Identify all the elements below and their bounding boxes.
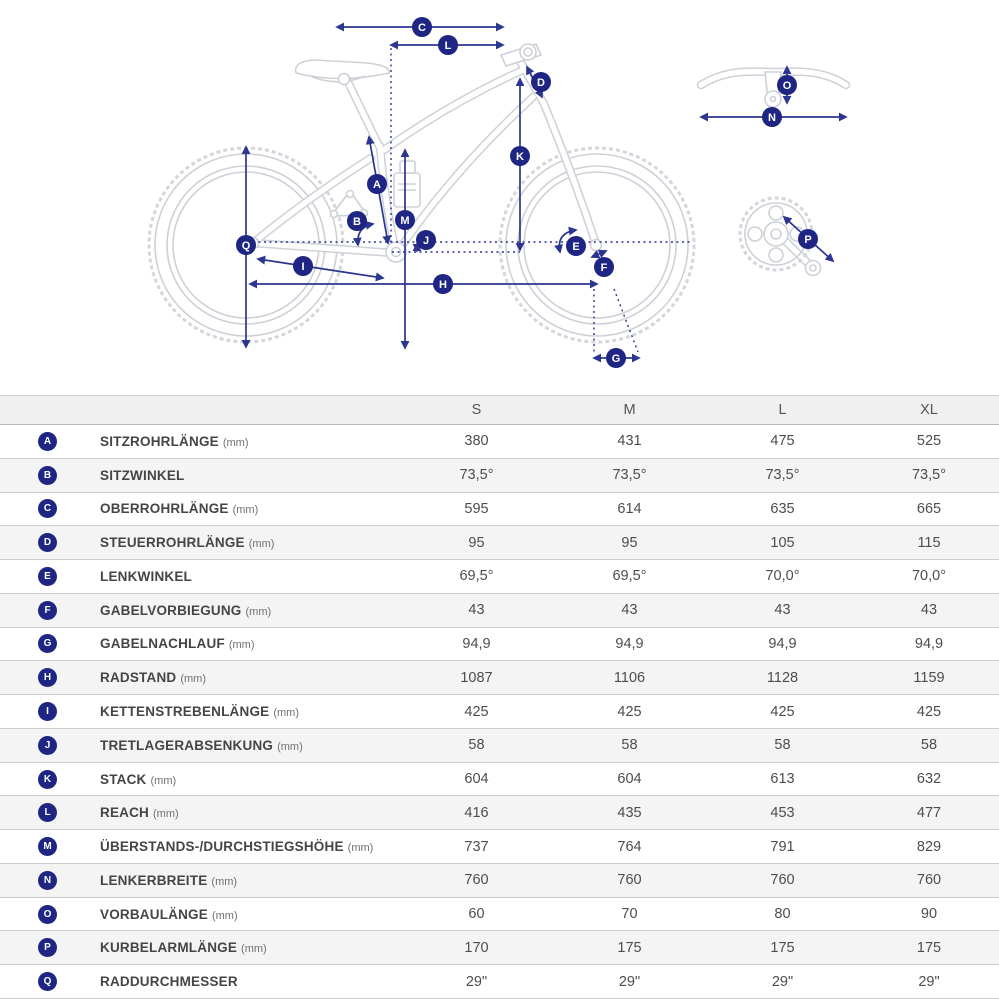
size-header-xl: XL: [920, 402, 938, 418]
table-row: [0, 695, 999, 729]
row-label: ÜBERSTANDS-/DURCHSTIEGSHÖHE (mm): [100, 839, 374, 855]
row-label: VORBAULÄNGE (mm): [100, 906, 238, 922]
diagram-badge-i: [293, 256, 313, 276]
row-label: SITZWINKEL: [100, 467, 185, 483]
value-cell: 43: [621, 602, 638, 619]
value-cell: 604: [464, 771, 489, 788]
value-cell: 69,5°: [612, 568, 647, 585]
svg-text:Q: Q: [241, 240, 251, 252]
value-cell: 95: [468, 534, 485, 551]
row-label: SITZROHRLÄNGE (mm): [100, 433, 249, 449]
value-cell: 613: [770, 771, 795, 788]
value-cell: 477: [916, 804, 942, 821]
value-cell: 1128: [766, 669, 799, 686]
frame-tubes: [253, 59, 846, 268]
svg-text:J: J: [422, 235, 430, 247]
diagram-badge-c: [412, 17, 432, 37]
table-row: [0, 628, 999, 662]
diagram-badge-d: [531, 72, 551, 92]
table-row: [0, 796, 999, 830]
row-badge: F: [38, 601, 57, 620]
row-badge: K: [38, 770, 57, 789]
value-cell: 70,0°: [911, 568, 947, 585]
row-label: RADDURCHMESSER: [100, 974, 238, 990]
diagram-badge-n: [762, 107, 782, 127]
row-badge: A: [38, 432, 57, 451]
value-cell: 632: [916, 771, 942, 788]
table-row: [0, 493, 999, 527]
value-cell: 1159: [913, 669, 945, 686]
svg-text:O: O: [782, 80, 792, 92]
table-row: [0, 526, 999, 560]
value-cell: 94,9: [914, 635, 944, 652]
table-body: [0, 425, 999, 999]
value-cell: 425: [916, 703, 942, 720]
row-badge: Q: [38, 972, 57, 991]
value-cell: 80: [774, 906, 791, 923]
row-badge: J: [38, 736, 57, 755]
svg-text:H: H: [439, 279, 447, 291]
value-cell: 29": [465, 973, 488, 990]
value-cell: 435: [617, 804, 642, 821]
value-cell: 95: [621, 534, 638, 551]
value-cell: 58: [774, 737, 791, 754]
value-cell: 29": [618, 973, 641, 990]
value-cell: 760: [617, 872, 642, 889]
row-label: KURBELARMLÄNGE (mm): [100, 940, 267, 956]
value-cell: 425: [770, 703, 795, 720]
svg-text:G: G: [611, 353, 621, 365]
row-badge: C: [38, 499, 57, 518]
value-cell: 475: [770, 433, 795, 450]
table-row: [0, 965, 999, 999]
row-badge: M: [38, 837, 57, 856]
value-cell: 604: [617, 771, 642, 788]
size-header-s: S: [471, 402, 482, 418]
arrow-i: [258, 259, 383, 278]
diagram-badge-e: [566, 236, 586, 256]
table-row: [0, 425, 999, 459]
row-unit: (mm): [232, 504, 259, 517]
value-cell: 665: [916, 500, 942, 517]
value-cell: 453: [770, 804, 795, 821]
diagram-badge-m: [395, 210, 415, 230]
value-cell: 60: [468, 906, 485, 923]
value-cell: 70: [621, 906, 638, 923]
value-cell: 416: [464, 804, 489, 821]
table-row: [0, 864, 999, 898]
value-cell: 58: [621, 737, 638, 754]
value-cell: 764: [617, 838, 642, 855]
value-cell: 94,9: [615, 635, 644, 652]
value-cell: 380: [464, 433, 489, 450]
diagram-badge-q: [236, 235, 256, 255]
svg-text:E: E: [572, 241, 580, 253]
value-cell: 115: [917, 534, 941, 551]
row-badge: E: [38, 567, 57, 586]
diagram-badge-g: [606, 348, 626, 368]
table-row: [0, 830, 999, 864]
geometry-table: [0, 395, 999, 999]
row-unit: (mm): [211, 875, 238, 888]
value-cell: 829: [916, 838, 942, 855]
saddle: [296, 60, 390, 85]
row-label: KETTENSTREBENLÄNGE (mm): [100, 704, 300, 719]
value-cell: 73,5°: [765, 467, 800, 484]
size-header-l: L: [778, 402, 787, 418]
value-cell: 614: [617, 500, 642, 517]
row-badge: L: [38, 803, 57, 822]
row-label: LENKWINKEL: [100, 568, 192, 584]
row-badge: O: [38, 905, 57, 924]
row-unit: (mm): [248, 538, 275, 551]
row-badge: N: [38, 871, 57, 890]
value-cell: 760: [916, 872, 942, 889]
row-unit: (mm): [211, 909, 238, 922]
row-unit: (mm): [150, 774, 177, 787]
svg-text:D: D: [537, 77, 545, 89]
value-cell: 760: [770, 872, 795, 889]
svg-text:C: C: [418, 22, 426, 34]
svg-text:B: B: [353, 216, 361, 228]
value-cell: 29": [918, 973, 940, 990]
size-header-m: M: [623, 402, 636, 418]
value-cell: 425: [617, 703, 642, 720]
diagram-badge-l: [438, 35, 458, 55]
row-label: STACK (mm): [100, 771, 177, 787]
row-badge: G: [38, 634, 57, 653]
bike-geometry-svg: [0, 0, 999, 395]
value-cell: 1106: [613, 669, 646, 686]
row-unit: (mm): [180, 673, 207, 686]
svg-text:M: M: [400, 215, 410, 227]
value-cell: 175: [770, 939, 795, 956]
value-cell: 70,0°: [765, 568, 800, 585]
diagram-badge-k: [510, 146, 530, 166]
table-row: [0, 898, 999, 932]
value-cell: 175: [617, 939, 642, 956]
row-label: LENKERBREITE (mm): [100, 872, 238, 888]
svg-text:P: P: [804, 234, 812, 246]
row-unit: (mm): [222, 436, 249, 449]
row-badge: I: [38, 702, 57, 721]
value-cell: 29": [771, 973, 794, 990]
value-cell: 90: [920, 906, 938, 923]
table-row: [0, 729, 999, 763]
row-unit: (mm): [228, 639, 255, 652]
row-label: OBERROHRLÄNGE (mm): [100, 501, 259, 517]
svg-text:N: N: [768, 112, 776, 124]
table-row: [0, 763, 999, 797]
rear-shock: [394, 161, 420, 207]
bike-geometry-diagram: [0, 0, 999, 395]
value-cell: 73,5°: [612, 467, 647, 484]
value-cell: 431: [617, 433, 642, 450]
row-unit: (mm): [153, 808, 179, 821]
diagram-badge-p: [798, 229, 818, 249]
row-badge: P: [38, 938, 57, 957]
svg-text:L: L: [444, 40, 452, 52]
row-label: GABELVORBIEGUNG (mm): [100, 602, 272, 618]
value-cell: 791: [770, 838, 795, 855]
diagram-badge-o: [777, 75, 797, 95]
svg-text:I: I: [301, 261, 305, 273]
row-label: STEUERROHRLÄNGE (mm): [100, 535, 275, 551]
row-badge: B: [38, 466, 57, 485]
diagram-badge-a: [367, 174, 387, 194]
diagram-badge-b: [347, 211, 367, 231]
svg-text:K: K: [516, 151, 524, 163]
row-label: REACH (mm): [100, 805, 179, 821]
table-row: [0, 560, 999, 594]
value-cell: 1087: [460, 669, 493, 686]
value-cell: 58: [468, 737, 485, 754]
value-cell: 73,5°: [459, 467, 494, 484]
table-row: [0, 661, 999, 695]
value-cell: 175: [916, 939, 942, 956]
diagram-badge-f: [594, 257, 614, 277]
value-cell: 760: [464, 872, 489, 889]
row-unit: (mm): [277, 740, 303, 753]
row-unit: (mm): [241, 943, 267, 956]
row-label: TRETLAGERABSENKUNG (mm): [100, 737, 303, 753]
row-label: GABELNACHLAUF (mm): [100, 636, 255, 652]
value-cell: 73,5°: [911, 467, 947, 484]
value-cell: 94,9: [462, 635, 491, 652]
row-label: RADSTAND (mm): [100, 670, 207, 686]
svg-text:F: F: [600, 262, 608, 274]
value-cell: 595: [464, 500, 489, 517]
table-header-row: [0, 395, 999, 425]
value-cell: 425: [464, 703, 489, 720]
diagram-badge-h: [433, 274, 453, 294]
value-cell: 170: [464, 939, 489, 956]
table-row: [0, 931, 999, 965]
value-cell: 43: [774, 602, 791, 619]
value-cell: 43: [468, 602, 485, 619]
table-row: [0, 594, 999, 628]
value-cell: 105: [770, 534, 795, 551]
value-cell: 737: [464, 838, 489, 855]
row-badge: H: [38, 668, 57, 687]
row-unit: (mm): [245, 605, 272, 618]
row-unit: (mm): [273, 707, 300, 719]
front-hub: [591, 240, 602, 251]
value-cell: 58: [920, 737, 938, 754]
value-cell: 69,5°: [459, 568, 494, 585]
svg-text:A: A: [373, 179, 381, 191]
diagram-badge-j: [416, 230, 436, 250]
value-cell: 43: [920, 602, 938, 619]
row-badge: D: [38, 533, 57, 552]
value-cell: 635: [770, 500, 795, 517]
value-cell: 94,9: [768, 635, 797, 652]
value-cell: 525: [916, 433, 942, 450]
row-unit: (mm): [347, 842, 374, 855]
arrow-f: [592, 251, 606, 257]
table-row: [0, 459, 999, 493]
